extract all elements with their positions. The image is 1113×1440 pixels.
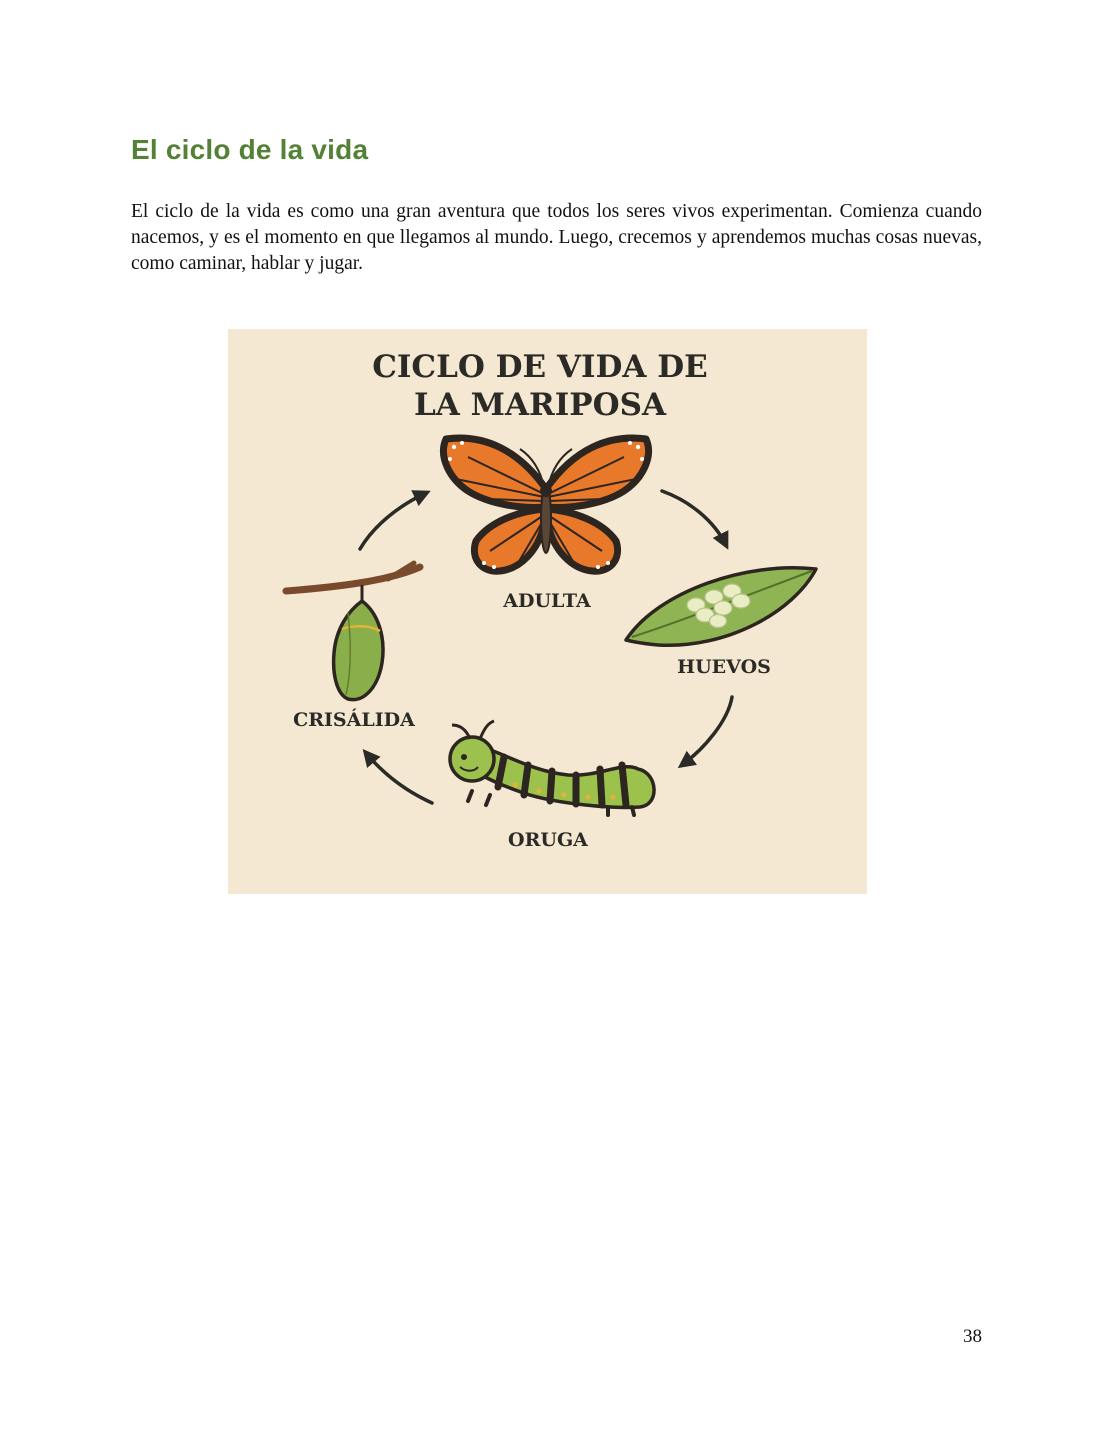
figure-title-line-1: CICLO DE VIDA DE: [372, 349, 708, 385]
stage-label-chrysalis: CRISÁLIDA: [293, 709, 415, 731]
stage-label-adult: ADULTA: [503, 590, 591, 612]
figure-title-line-2: LA MARIPOSA: [413, 387, 667, 423]
intro-paragraph: El ciclo de la vida es como una gran aventura que todos los seres vivos experimentan. Comienza cuando nacemos, y es el momento en que llegamos al mundo. Luego, crecemos y aprendemos muchas cosas nuevas, como caminar, hablar y jugar.: [131, 201, 982, 274]
butterfly-life-cycle-figure: [228, 329, 867, 894]
butterfly-icon: [443, 438, 648, 571]
stage-label-eggs: HUEVOS: [677, 656, 771, 678]
page-heading: El ciclo de la vida: [131, 134, 369, 165]
arrow-caterpillar-to-chrysalis: [366, 753, 432, 803]
page-number: 38: [963, 1326, 982, 1347]
stage-label-caterpillar: ORUGA: [508, 829, 588, 851]
arrow-adult-to-eggs: [662, 491, 726, 545]
chrysalis-icon: [286, 563, 420, 700]
caterpillar-icon: [450, 721, 654, 815]
arrow-chrysalis-to-adult: [360, 493, 426, 549]
arrow-eggs-to-caterpillar: [682, 697, 732, 765]
leaf-with-eggs-icon: [626, 568, 816, 646]
life-cycle-diagram: [228, 329, 867, 894]
